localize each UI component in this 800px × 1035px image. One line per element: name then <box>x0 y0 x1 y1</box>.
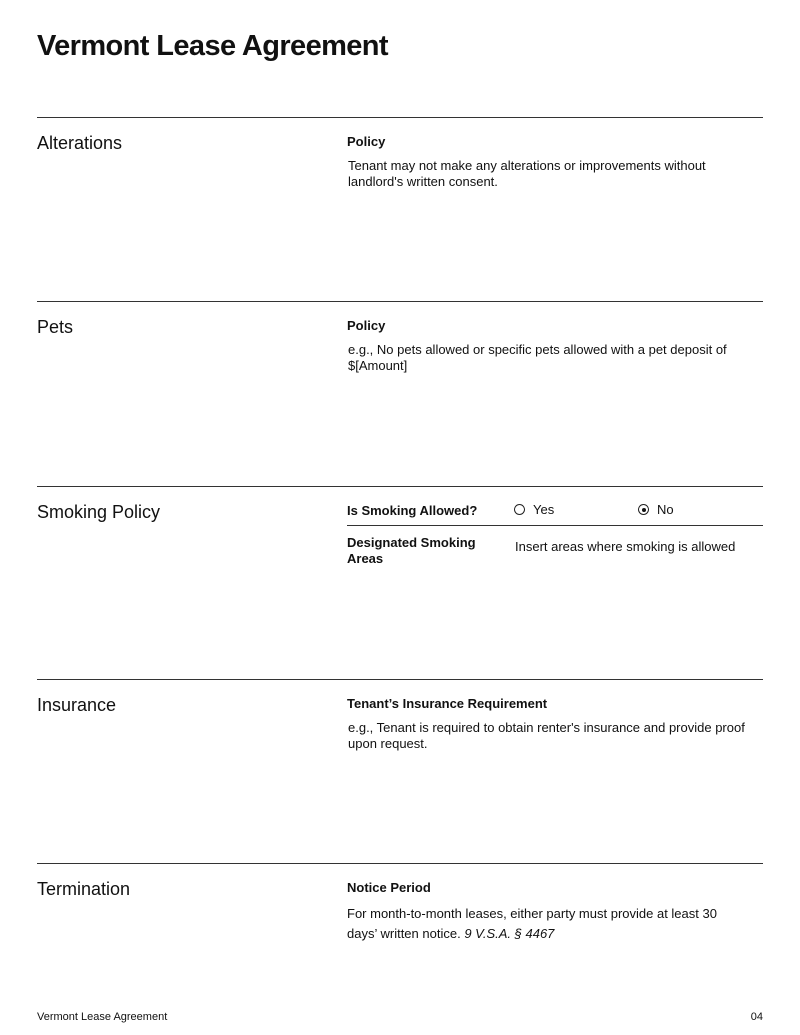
notice-period-label: Notice Period <box>347 880 431 895</box>
alterations-policy-text[interactable]: Tenant may not make any alterations or improvements without landlord's written consent. <box>348 158 706 189</box>
alterations-policy-label: Policy <box>347 134 386 149</box>
smoking-divider <box>347 525 763 526</box>
section-smoking <box>37 486 763 566</box>
smoking-yes-radio[interactable] <box>514 502 554 517</box>
statute-citation: 9 V.S.A. § 4467 <box>464 926 555 941</box>
section-title-termination: Termination <box>37 879 131 899</box>
insurance-requirement-label: Tenant’s Insurance Requirement <box>347 696 548 711</box>
pets-policy-label: Policy <box>347 318 386 333</box>
smoking-allowed-question: Is Smoking Allowed? <box>347 503 478 518</box>
section-insurance <box>37 679 763 751</box>
section-alterations <box>37 117 763 189</box>
section-title-alterations: Alterations <box>37 133 123 153</box>
notice-period-text[interactable] <box>347 904 747 944</box>
section-termination <box>37 863 763 941</box>
radio-checked-icon <box>638 504 649 515</box>
designated-areas-text[interactable]: Insert areas where smoking is allowed <box>515 539 736 554</box>
notice-period-body: For month-to-month leases, either party must provide at least 30 days’ written notice. <box>347 906 717 941</box>
radio-unchecked-icon <box>514 504 525 515</box>
smoking-no-label: No <box>657 502 674 517</box>
smoking-no-radio[interactable] <box>638 502 674 517</box>
section-pets <box>37 301 763 373</box>
smoking-yes-label: Yes <box>533 502 555 517</box>
footer-document-name: Vermont Lease Agreement <box>37 1011 168 1023</box>
insurance-requirement-text[interactable]: e.g., Tenant is required to obtain renter's insurance and provide proof upon request. <box>348 720 745 751</box>
designated-areas-label: Designated Smoking Areas <box>347 535 476 566</box>
pets-policy-text[interactable]: e.g., No pets allowed or specific pets allowed with a pet deposit of $[Amount] <box>348 342 727 373</box>
section-title-smoking: Smoking Policy <box>37 502 161 522</box>
section-title-pets: Pets <box>37 317 74 337</box>
page-title: Vermont Lease Agreement <box>37 30 388 62</box>
section-title-insurance: Insurance <box>37 695 117 715</box>
footer-page-number: 04 <box>750 1011 763 1023</box>
